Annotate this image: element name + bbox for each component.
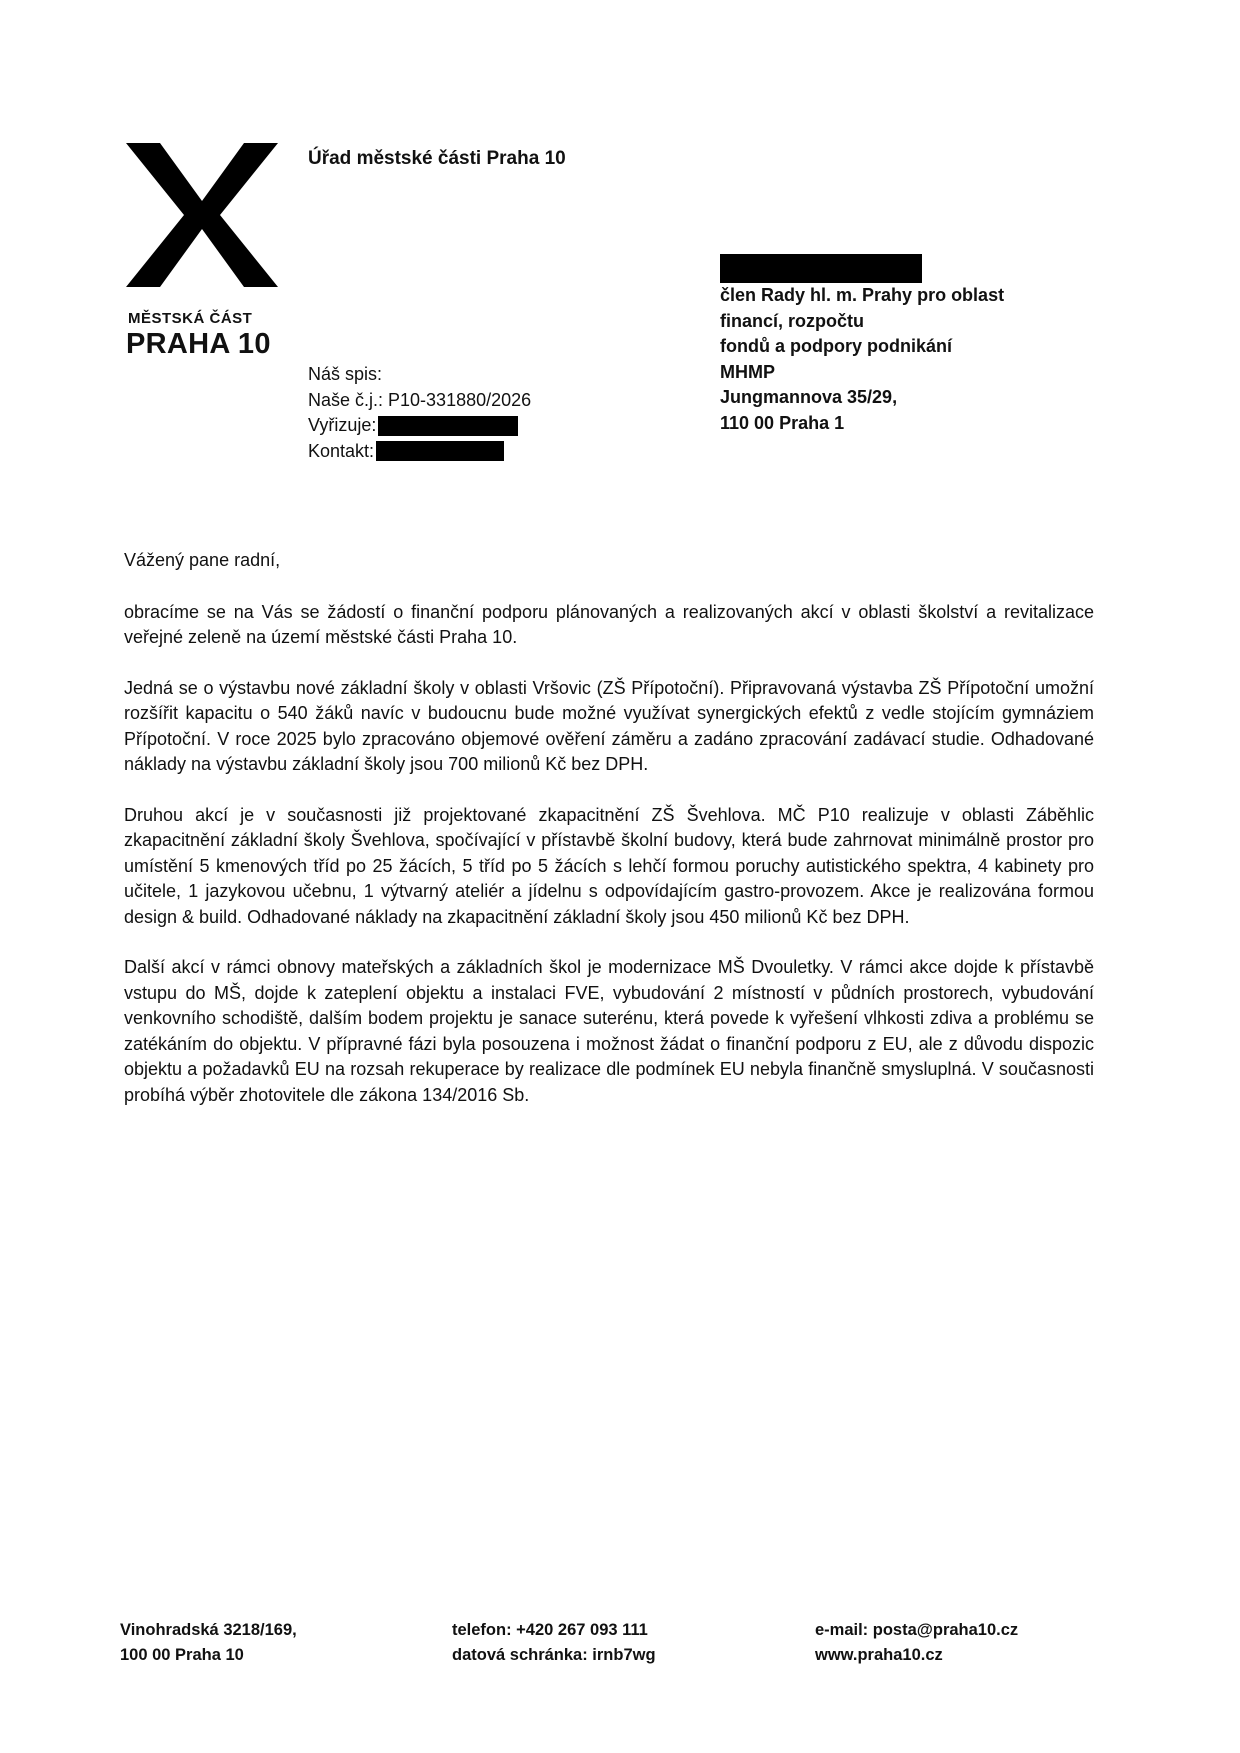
paragraph: Další akcí v rámci obnovy mateřských a základních škol je modernizace MŠ Dvouletky. V rámci akce dojde k přístavbě vstupu do MŠ, dojde k zateplení objektu a instalaci FVE, vybudování 2 místností v půdních prostorech, vybudování venkovního schodiště, dalším bodem projektu je sanace suterénu, která povede k vyřešení vlhkosti zdiva a problému se zatékáním do objektu. V přípravné fázi byla posouzena i možnost žádat o finanční podporu z EU, ale z důvodu dispozic objektu a požadavků EU na rozsah rekuperace by realizace dle podmínek EU nebyla finančně smysluplná. V současnosti probíhá výběr zhotovitele dle zákona 134/2016 Sb. (124, 957, 1094, 1105)
logo-title: PRAHA 10 (126, 328, 271, 360)
footer-email[interactable]: e-mail: posta@praha10.cz (815, 1621, 1019, 1639)
logo-subtitle: MĚSTSKÁ ČÁST (128, 310, 253, 327)
recipient-line: Jungmannova 35/29, (720, 387, 898, 407)
footer-web (815, 1618, 1018, 1668)
footer-databox: datová schránka: irnb7wg (452, 1646, 656, 1664)
recipient-line: člen Rady hl. m. Prahy pro oblast (720, 285, 1005, 305)
salutation: Vážený pane radní, (124, 550, 281, 570)
ref-contact-row (308, 439, 531, 465)
redaction-bar (378, 416, 518, 436)
recipient-line: MHMP (720, 361, 775, 382)
x-logo-icon (126, 143, 278, 287)
ref-contact-label: Kontakt: (308, 440, 375, 461)
recipient-line: 110 00 Praha 1 (720, 412, 845, 433)
recipient-name-redaction (720, 254, 922, 283)
ref-case-number: Naše č.j.: P10-331880/2026 (308, 389, 532, 410)
footer-phone: telefon: +420 267 093 111 (452, 1621, 648, 1639)
recipient-line: fondů a podpory podnikání (720, 336, 952, 356)
paragraph: obracíme se na Vás se žádostí o finanční podporu plánovaných a realizovaných akcí v oblasti školství a revitalizace veřejné zeleně na území městské části Praha 10. (124, 601, 1094, 647)
footer-address-line: 100 00 Praha 10 (120, 1646, 244, 1664)
paragraph: Jedná se o výstavbu nové základní školy v oblasti Vršovic (ZŠ Přípotoční). Připravovaná výstavba ZŠ Přípotoční umožní rozšířit kapacitu o 540 žáků navíc v budoucnu bude možné využívat synergických efektů z vedle stojícím gymnáziem Přípotoční. V roce 2025 bylo zpracováno objemové ověření záměru a zadáno zpracování zadávací studie. Odhadované náklady na výstavbu základní školy jsou 700 milionů Kč bez DPH. (124, 677, 1094, 774)
paragraph: Druhou akcí je v současnosti již projektované zkapacitnění ZŠ Švehlova. MČ P10 realizuje v oblasti Záběhlic zkapacitnění základní školy Švehlova, spočívající v přístavbě školní budovy, která bude zahrnovat minimálně prostor pro umístění 5 kmenových tříd po 25 žácích, 5 tříd po 5 žácích s lehčí formou poruchy autistického spektra, 4 kabinety pro učitele, 1 jazykovou učebnu, 1 výtvarný ateliér a jídelnu s odpovídajícím gastro-provozem. Akce je realizována formou design & build. Odhadované náklady na zkapacitnění základní školy jsou 450 milionů Kč bez DPH. (124, 804, 1094, 927)
redaction-bar (376, 441, 504, 461)
footer-address-line: Vinohradská 3218/169, (120, 1621, 297, 1639)
reference-block (308, 362, 531, 464)
ref-nas-spis: Náš spis: (308, 364, 383, 384)
footer-website[interactable]: www.praha10.cz (815, 1646, 943, 1664)
office-name: Úřad městské části Praha 10 (308, 148, 566, 169)
recipient-line: financí, rozpočtu (720, 310, 864, 331)
footer-contact (452, 1618, 656, 1668)
ref-handler-label: Vyřizuje: (308, 415, 377, 435)
footer-address (120, 1618, 297, 1668)
recipient-address (720, 283, 1004, 436)
letter-body (124, 548, 1094, 1133)
ref-handler-row (308, 413, 531, 439)
